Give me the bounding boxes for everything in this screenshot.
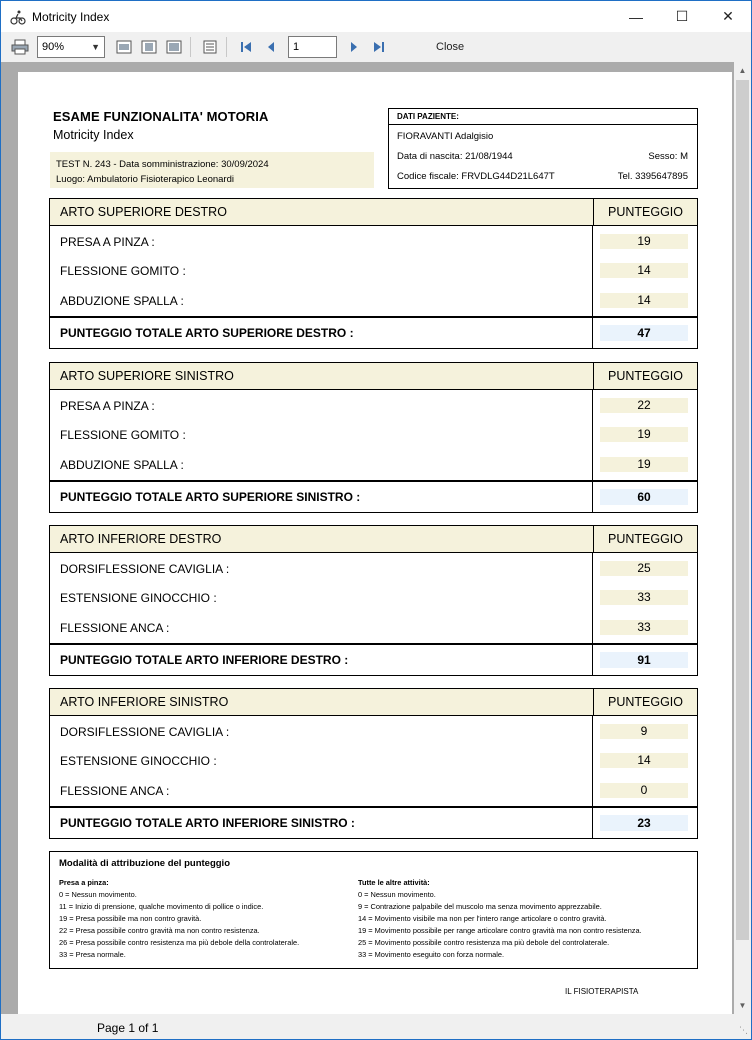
- row-score: 19: [600, 427, 688, 442]
- legend-item: 14 = Movimento visibile ma non per l'intero range articolare o contro gravità.: [358, 914, 607, 923]
- row-score: 14: [600, 293, 688, 308]
- total-score: 23: [600, 815, 688, 831]
- patient-tax-code: Codice fiscale: FRVDLG44D21L647T: [397, 171, 555, 182]
- chevron-down-icon: ▼: [91, 42, 100, 52]
- row-label: ABDUZIONE SPALLA :: [60, 294, 184, 308]
- section-title: ARTO INFERIORE DESTRO: [60, 532, 222, 546]
- legend-item: 19 = Presa possibile ma non contro gravità.: [59, 914, 202, 923]
- total-label: PUNTEGGIO TOTALE ARTO INFERIORE SINISTRO :: [60, 816, 355, 830]
- legend-item: 11 = Inizio di prensione, qualche movimento di pollice o indice.: [59, 902, 264, 911]
- app-icon: [10, 9, 26, 25]
- report-title: ESAME FUNZIONALITA' MOTORIA: [53, 109, 269, 124]
- zoom-value: 90%: [42, 41, 65, 53]
- legend-item: 22 = Presa possibile contro gravità ma non contro resistenza.: [59, 926, 260, 935]
- total-label: PUNTEGGIO TOTALE ARTO SUPERIORE SINISTRO :: [60, 490, 361, 504]
- row-label: DORSIFLESSIONE CAVIGLIA :: [60, 562, 230, 576]
- scroll-up-icon[interactable]: ▲: [738, 66, 747, 75]
- total-score: 60: [600, 489, 688, 505]
- scroll-down-icon[interactable]: ▼: [738, 1001, 747, 1010]
- total-score: 91: [600, 652, 688, 668]
- section-arto-inferiore-sinistro: [49, 688, 698, 839]
- legend-right-header: Tutte le altre attività:: [358, 878, 430, 887]
- total-label: PUNTEGGIO TOTALE ARTO INFERIORE DESTRO :: [60, 653, 349, 667]
- page-number-input[interactable]: [288, 36, 337, 58]
- row-score: 14: [600, 263, 688, 278]
- signature-label: IL FISIOTERAPISTA: [565, 987, 639, 996]
- resize-grip-icon[interactable]: ⋱: [739, 1025, 748, 1035]
- row-label: DORSIFLESSIONE CAVIGLIA :: [60, 725, 230, 739]
- test-line: TEST N. 243 - Data somministrazione: 30/09/2024: [56, 159, 269, 170]
- row-score: 33: [600, 590, 688, 605]
- toolbar: [1, 32, 751, 62]
- row-label: FLESSIONE ANCA :: [60, 784, 170, 798]
- row-label: FLESSIONE GOMITO :: [60, 264, 186, 278]
- row-score: 9: [600, 724, 688, 739]
- page-width-icon[interactable]: [113, 36, 135, 58]
- row-score: 19: [600, 234, 688, 249]
- total-score: 47: [600, 325, 688, 341]
- page-status: Page 1 of 1: [97, 1021, 159, 1035]
- maximize-button[interactable]: ☐: [675, 8, 689, 24]
- legend-title: Modalità di attribuzione del punteggio: [59, 858, 230, 869]
- page-list-icon[interactable]: [199, 36, 221, 58]
- last-page-icon[interactable]: [368, 36, 390, 58]
- section-title: ARTO INFERIORE SINISTRO: [60, 695, 229, 709]
- section-title: ARTO SUPERIORE DESTRO: [60, 205, 227, 219]
- row-label: FLESSIONE ANCA :: [60, 621, 170, 635]
- title-bar: [1, 1, 751, 32]
- patient-sex: Sesso: M: [648, 151, 688, 162]
- zoom-select[interactable]: [37, 36, 105, 58]
- section-title: ARTO SUPERIORE SINISTRO: [60, 369, 234, 383]
- row-score: 25: [600, 561, 688, 576]
- close-window-button[interactable]: ✕: [722, 8, 734, 24]
- row-score: 19: [600, 457, 688, 472]
- section-arto-inferiore-destro: [49, 525, 698, 676]
- row-label: FLESSIONE GOMITO :: [60, 428, 186, 442]
- row-label: ABDUZIONE SPALLA :: [60, 458, 184, 472]
- score-header: PUNTEGGIO: [593, 526, 697, 552]
- total-label: PUNTEGGIO TOTALE ARTO SUPERIORE DESTRO :: [60, 326, 354, 340]
- row-score: 0: [600, 783, 688, 798]
- whole-page-icon[interactable]: [138, 36, 160, 58]
- score-header: PUNTEGGIO: [593, 363, 697, 389]
- toolbar-separator: [226, 37, 227, 57]
- report-subtitle: Motricity Index: [53, 128, 134, 142]
- legend-left-header: Presa a pinza:: [59, 878, 109, 887]
- row-label: ESTENSIONE GINOCCHIO :: [60, 591, 217, 605]
- row-score: 33: [600, 620, 688, 635]
- legend-item: 0 = Nessun movimento.: [59, 890, 137, 899]
- report-page: [18, 72, 732, 1014]
- row-score: 14: [600, 753, 688, 768]
- window-title: Motricity Index: [32, 9, 110, 24]
- patient-name: FIORAVANTI Adalgisio: [397, 131, 494, 142]
- first-page-icon[interactable]: [235, 36, 257, 58]
- page-number-value: 1: [293, 41, 300, 53]
- minimize-button[interactable]: —: [629, 8, 643, 25]
- row-score: 22: [600, 398, 688, 413]
- vertical-scrollbar[interactable]: [734, 62, 751, 1014]
- score-header: PUNTEGGIO: [593, 689, 697, 715]
- row-label: ESTENSIONE GINOCCHIO :: [60, 754, 217, 768]
- print-icon[interactable]: [9, 36, 31, 58]
- legend-right-column: [358, 877, 642, 961]
- patient-box: [388, 108, 698, 189]
- next-page-icon[interactable]: [343, 36, 365, 58]
- test-info-box: [50, 152, 374, 188]
- scoring-legend: [49, 851, 698, 969]
- patient-birth: Data di nascita: 21/08/1944: [397, 151, 513, 162]
- row-label: PRESA A PINZA :: [60, 399, 155, 413]
- legend-item: 33 = Presa normale.: [59, 950, 126, 959]
- legend-item: 33 = Movimento eseguito con forza normale.: [358, 950, 505, 959]
- place-line: Luogo: Ambulatorio Fisioterapico Leonardi: [56, 174, 234, 185]
- toolbar-separator: [190, 37, 191, 57]
- preview-area: [1, 62, 736, 1014]
- legend-item: 25 = Movimento possibile contro resistenza ma più debole del controlaterale.: [358, 938, 610, 947]
- previous-page-icon[interactable]: [260, 36, 282, 58]
- score-header: PUNTEGGIO: [593, 199, 697, 225]
- legend-item: 9 = Contrazione palpabile del muscolo ma senza movimento apprezzabile.: [358, 902, 602, 911]
- status-bar: [1, 1014, 751, 1039]
- section-arto-superiore-sinistro: [49, 362, 698, 513]
- legend-item: 26 = Presa possibile contro resistenza ma più debole della controlaterale.: [59, 938, 300, 947]
- legend-item: 19 = Movimento possibile per range articolare contro gravità ma non contro resistenza.: [358, 926, 642, 935]
- scroll-thumb[interactable]: [736, 80, 749, 940]
- patient-header: DATI PAZIENTE:: [389, 109, 697, 125]
- legend-item: 0 = Nessun movimento.: [358, 890, 436, 899]
- row-label: PRESA A PINZA :: [60, 235, 155, 249]
- two-pages-icon[interactable]: [163, 36, 185, 58]
- legend-left-column: [59, 877, 299, 961]
- section-arto-superiore-destro: [49, 198, 698, 349]
- patient-phone: Tel. 3395647895: [617, 171, 688, 182]
- close-button[interactable]: Close: [436, 41, 465, 53]
